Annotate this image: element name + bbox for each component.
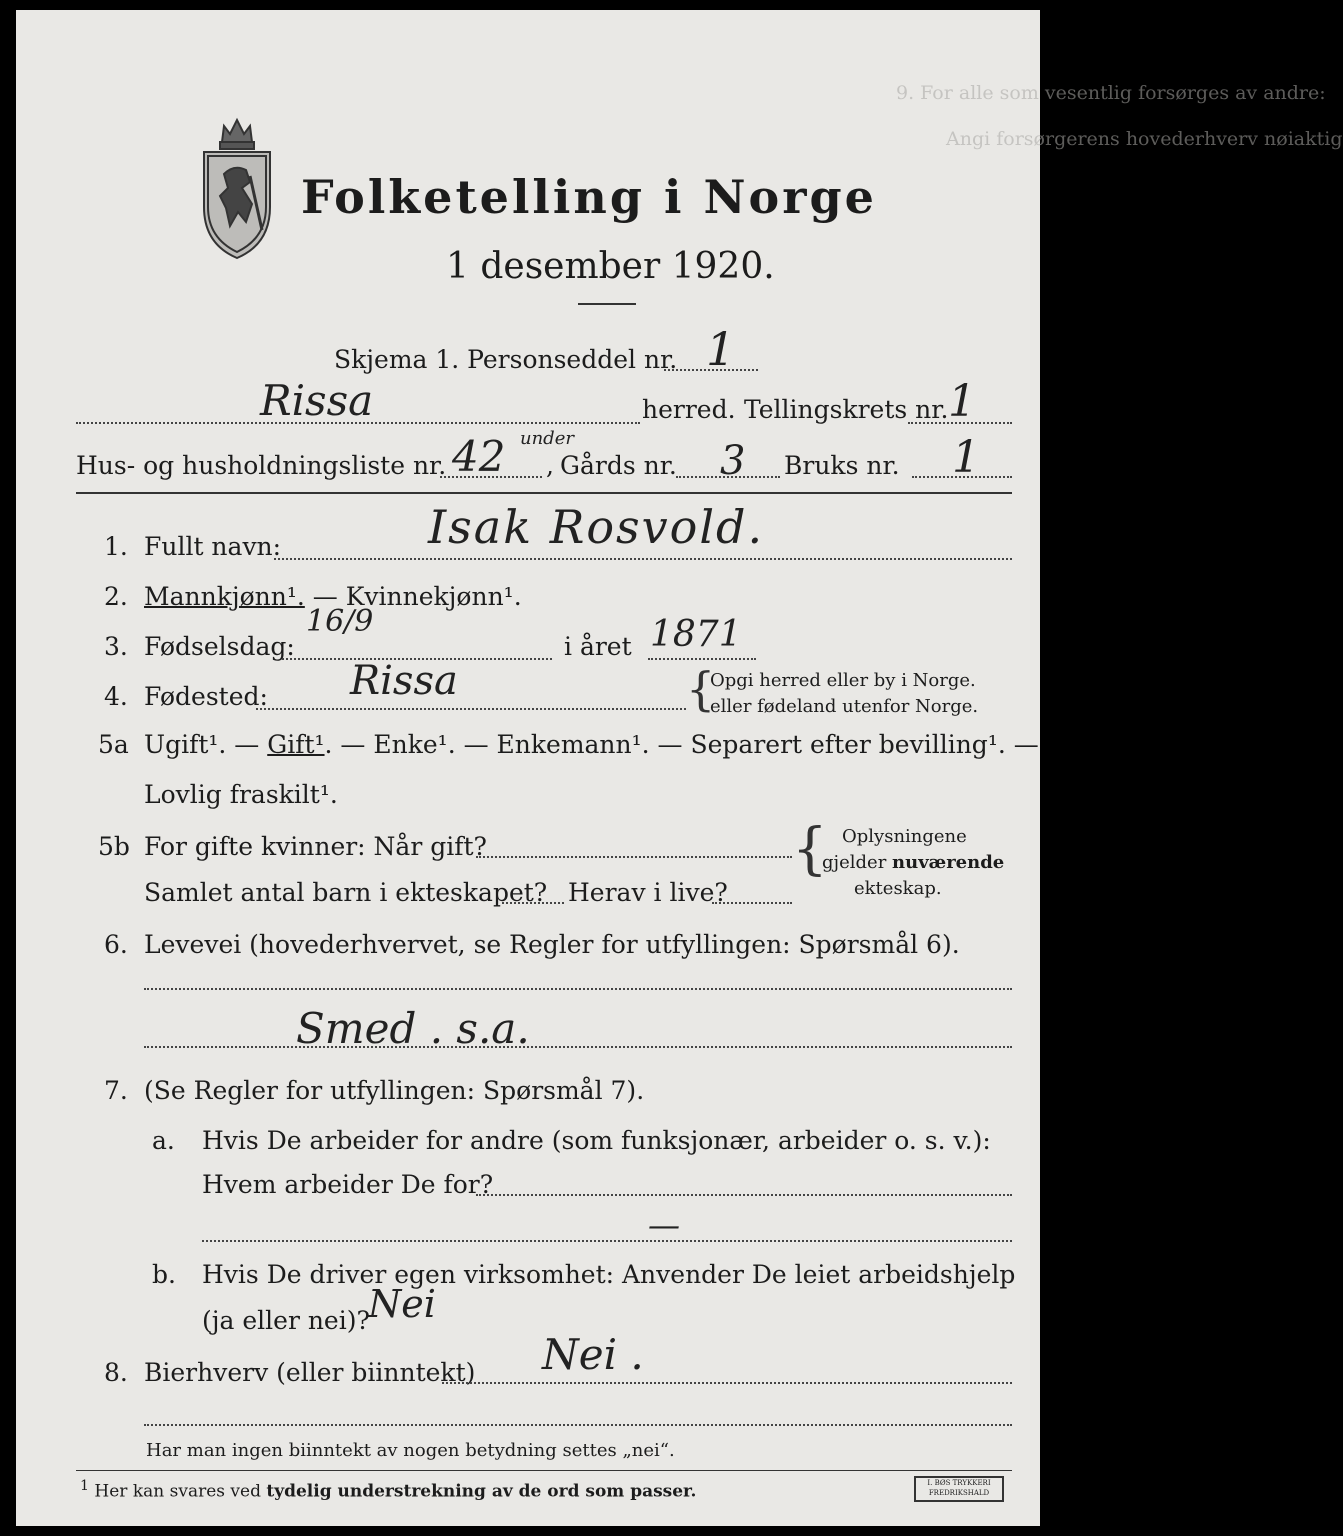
q7-label: (Se Regler for utfyllingen: Spørsmål 7). bbox=[144, 1076, 645, 1105]
q5b-brace: { bbox=[792, 817, 828, 882]
q7a-answer: — bbox=[648, 1206, 680, 1244]
footnote-bold: tydelig understrekning av de ord som passer. bbox=[266, 1481, 697, 1502]
q7a-text-2: Hvem arbeider De for? bbox=[202, 1170, 494, 1199]
q5a-line2: Lovlig fraskilt¹. bbox=[144, 780, 338, 809]
q6-line-1 bbox=[144, 988, 1012, 990]
q5b-line-1 bbox=[476, 856, 792, 858]
q5b-note-2a: gjelder bbox=[822, 852, 893, 873]
q5a-number: 5a bbox=[98, 730, 129, 759]
q2-rest: — Kvinnekjønn¹. bbox=[304, 582, 522, 611]
q4-note-2: eller fødeland utenfor Norge. bbox=[710, 696, 979, 717]
q6-answer: Smed . s.a. bbox=[296, 1004, 530, 1053]
q4-answer: Rissa bbox=[350, 658, 458, 704]
q6-number: 6. bbox=[104, 930, 128, 959]
q7a-number: a. bbox=[152, 1126, 175, 1155]
tellingskrets-value: 1 bbox=[948, 376, 976, 427]
q4-line bbox=[256, 708, 686, 710]
q5b-line-3 bbox=[712, 902, 792, 904]
q3-year-label: i året bbox=[564, 632, 632, 661]
herred-value: Rissa bbox=[260, 376, 374, 425]
q3-label: Fødselsdag: bbox=[144, 632, 295, 661]
q3-number: 3. bbox=[104, 632, 128, 661]
q8-line-1 bbox=[442, 1382, 1012, 1384]
q6-label: Levevei (hovederhvervet, se Regler for utfyllingen: Spørsmål 6). bbox=[144, 930, 960, 959]
footnote bbox=[80, 1478, 696, 1502]
q1-number: 1. bbox=[104, 532, 128, 561]
q8-line-2 bbox=[144, 1424, 1012, 1426]
q5a-rest: . — Enke¹. — Enkemann¹. — Separert efter bevilling¹. — bbox=[324, 730, 1039, 759]
census-form bbox=[16, 10, 1343, 1526]
q3-year-value: 1871 bbox=[650, 614, 742, 655]
comma: , bbox=[546, 451, 554, 480]
q5a-text bbox=[144, 730, 1039, 759]
q7a-line-2 bbox=[202, 1240, 1012, 1242]
q6-line-2 bbox=[144, 1046, 1012, 1048]
q5b-note-3: ekteskap. bbox=[854, 878, 942, 899]
q5b-line-2 bbox=[502, 902, 564, 904]
q5b-note-2 bbox=[822, 852, 1004, 873]
skjema-label: Skjema 1. Personseddel nr. bbox=[334, 345, 678, 374]
hus-suffix: under bbox=[520, 428, 574, 449]
q5b-label-2: Samlet antal barn i ekteskapet? bbox=[144, 878, 548, 907]
q5b-note-2b: nuværende bbox=[892, 852, 1005, 873]
footnote-mark: 1 bbox=[80, 1478, 90, 1494]
hus-label: Hus- og husholdningsliste nr. bbox=[76, 451, 447, 480]
q7b-text-2: (ja eller nei)? bbox=[202, 1306, 370, 1335]
q8-answer: Nei . bbox=[542, 1330, 644, 1379]
q4-number: 4. bbox=[104, 682, 128, 711]
q1-answer: Isak Rosvold. bbox=[428, 500, 765, 554]
q7a-line-1 bbox=[476, 1194, 1012, 1196]
q8-label: Bierhverv (eller biinntekt) bbox=[144, 1358, 476, 1387]
bruks-value: 1 bbox=[952, 432, 980, 483]
q7-number: 7. bbox=[104, 1076, 128, 1105]
header-divider bbox=[76, 492, 1012, 494]
q5b-note-1: Oplysningene bbox=[842, 826, 967, 847]
q5a-ugift: Ugift¹. — bbox=[144, 730, 268, 759]
herred-label: herred. bbox=[642, 395, 736, 424]
q3-answer: 16/9 bbox=[306, 604, 374, 639]
q5a-gift: Gift¹ bbox=[267, 730, 325, 759]
q7b-text-1: Hvis De driver egen virksomhet: Anvender De leiet arbeidshjelp bbox=[202, 1260, 1016, 1289]
personseddel-number: 1 bbox=[706, 322, 736, 376]
title-divider bbox=[578, 303, 636, 305]
census-date: 1 desember 1920. bbox=[446, 246, 775, 287]
gards-label: Gårds nr. bbox=[560, 451, 677, 480]
biinntekt-note: Har man ingen biinntekt av nogen betydning settes „nei“. bbox=[146, 1440, 675, 1461]
coat-of-arms-emblem bbox=[194, 112, 280, 262]
q2-mann: Mannkjønn¹. bbox=[144, 582, 305, 611]
q3-year-line bbox=[648, 658, 756, 660]
q4-label: Fødested: bbox=[144, 682, 268, 711]
q4-note-1: Opgi herred eller by i Norge. bbox=[710, 670, 976, 691]
q5b-label-1: For gifte kvinner: Når gift? bbox=[144, 832, 487, 861]
q5b-label-3: Herav i live? bbox=[568, 878, 728, 907]
bleed-through-text: 9. For alle som vesentlig forsørges av andre: bbox=[896, 82, 1326, 104]
printer-stamp: I. BØS TRYKKERI FREDRIKSHALD bbox=[914, 1476, 1004, 1502]
tellingskrets-label: Tellingskrets nr. bbox=[744, 395, 949, 424]
q7b-number: b. bbox=[152, 1260, 176, 1289]
footer-divider bbox=[76, 1470, 1012, 1471]
bruks-label: Bruks nr. bbox=[784, 451, 900, 480]
q5b-number: 5b bbox=[98, 832, 130, 861]
form-title: Folketelling i Norge bbox=[301, 170, 877, 224]
q7a-text-1: Hvis De arbeider for andre (som funksjonær, arbeider o. s. v.): bbox=[202, 1126, 991, 1155]
q1-label: Fullt navn: bbox=[144, 532, 282, 561]
q8-number: 8. bbox=[104, 1358, 128, 1387]
hus-value: 42 bbox=[452, 432, 506, 481]
q1-line bbox=[274, 558, 1012, 560]
footnote-pre: Her kan svares ved bbox=[94, 1481, 267, 1502]
q7b-answer: Nei bbox=[368, 1282, 436, 1326]
bleed-through-text: Angi forsørgerens hovederhverv nøiaktig bbox=[946, 128, 1343, 150]
gards-value: 3 bbox=[720, 438, 746, 484]
q2-number: 2. bbox=[104, 582, 128, 611]
q4-brace: { bbox=[686, 662, 716, 716]
